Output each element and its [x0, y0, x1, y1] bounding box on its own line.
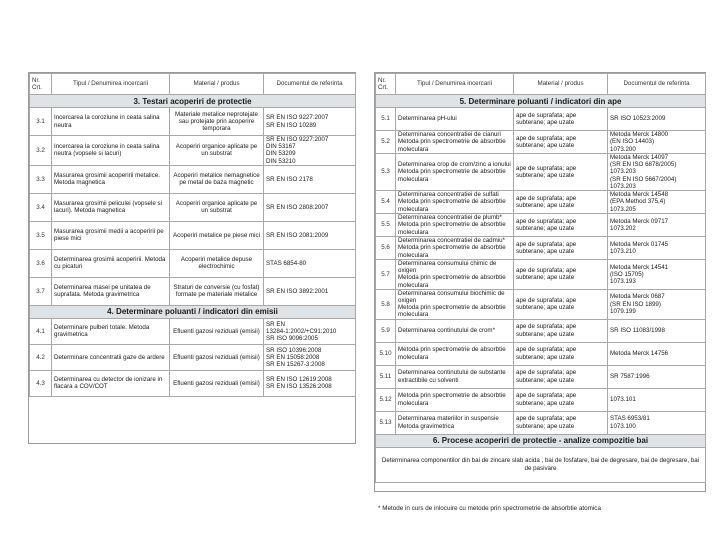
row-number: 5.10	[376, 342, 396, 365]
right-tests-table	[375, 73, 706, 483]
left-header-row	[30, 74, 356, 95]
test-name: Determinarea concentratiei de sulfati Metoda prin spectrometrie de absorbtie moleculara	[396, 191, 514, 214]
section-6-row	[376, 447, 706, 482]
header-nr: Nr. Crt.	[376, 74, 396, 95]
test-name: Determinarea concentratiei de cianuri Metoda prin spectrometrie de absorbtie moleculara	[396, 131, 514, 154]
material-product: Acoperiri organice aplicate pe un substrat	[170, 136, 264, 166]
row-number: 3.4	[30, 193, 52, 221]
row-number: 3.7	[30, 277, 52, 305]
reference-document: Metoda Merck 14756	[608, 342, 706, 365]
test-name: Masurarea grosimii medii a acoperirii pe piese mici	[52, 221, 170, 249]
row-number: 5.13	[376, 411, 396, 434]
section-title: 5. Determinare poluanti / indicatori din ape	[376, 95, 706, 108]
material-product: ape de suprafata; ape subterane; ape uzate	[514, 214, 608, 237]
right-header-row	[376, 74, 706, 95]
test-name: Determinarea grosimii acoperirii. Metoda cu picaturi	[52, 249, 170, 277]
row-number: 4.2	[30, 344, 52, 370]
row-number: 5.6	[376, 237, 396, 260]
header-doc: Documentul de referinta	[264, 74, 356, 95]
reference-document: SR EN ISO 9227:2007 SR EN ISO 10289	[264, 108, 356, 136]
test-name: Incercarea la coroziune in ceata salina neutra (vopsele si lacuri)	[52, 136, 170, 166]
row-number: 5.12	[376, 388, 396, 411]
row-number: 3.3	[30, 165, 52, 193]
table-row	[376, 411, 706, 434]
reference-document: Metoda Merck 14541 (ISO 15705) 1073.193	[608, 260, 706, 290]
test-name: Masurarea grosimii peliculei (vopsele si lacuri). Metoda magnetica	[52, 193, 170, 221]
reference-document: Metoda Merck 14800 (EN ISO 14403) 1073.200	[608, 131, 706, 154]
row-number: 5.3	[376, 154, 396, 191]
reference-document: SR EN ISO 3892:2001	[264, 277, 356, 305]
row-number: 5.5	[376, 214, 396, 237]
material-product: ape de suprafata; ape subterane; ape uzate	[514, 108, 608, 131]
test-name: Metoda prin spectrometrie de absorbtie moleculara	[396, 388, 514, 411]
header-test: Tipul / Denumirea incercarii	[396, 74, 514, 95]
table-row	[30, 221, 356, 249]
material-product: ape de suprafata; ape subterane; ape uzate	[514, 289, 608, 319]
left-table-body	[30, 95, 356, 397]
footnote: * Metode in curs de inlocuire cu metode prin spectrometrie de absorbtie atomica	[378, 505, 601, 512]
header-test: Tipul / Denumirea incercarii	[52, 74, 170, 95]
test-name: Determinare concentratii gaze de ardere	[52, 344, 170, 370]
row-number: 5.7	[376, 260, 396, 290]
table-row	[376, 154, 706, 191]
reference-document: Metoda Merck 01745 1073.210	[608, 237, 706, 260]
reference-document: Metoda Merck 14097 (SR EN ISO 6878/2005) 1073.203 (SR EN ISO 5667/2004) 1073.203	[608, 154, 706, 191]
test-name: Determinarea materiilor in suspensie Metoda gravimetrica	[396, 411, 514, 434]
row-number: 5.1	[376, 108, 396, 131]
material-product: Efluenti gazosi reziduali (emisii)	[170, 318, 264, 344]
material-product: ape de suprafata; ape subterane; ape uzate	[514, 411, 608, 434]
reference-document: SR EN 13284-1:2002/+C91:2010 SR ISO 9096:2005	[264, 318, 356, 344]
row-number: 5.4	[376, 191, 396, 214]
reference-document: 1073.101	[608, 388, 706, 411]
table-row	[30, 344, 356, 370]
table-row	[376, 365, 706, 388]
row-number: 5.11	[376, 365, 396, 388]
reference-document: SR ISO 11083/1998	[608, 319, 706, 342]
table-row	[376, 388, 706, 411]
reference-document: SR EN ISO 9227:2007 DIN 53167 DIN 53209 DIN 53210	[264, 136, 356, 166]
test-name: Metoda prin spectrometrie de absorbtie moleculara	[396, 342, 514, 365]
table-row	[30, 193, 356, 221]
reference-document: SR EN ISO 2081:2009	[264, 221, 356, 249]
right-table-body	[376, 108, 706, 435]
header-doc: Documentul de referinta	[608, 74, 706, 95]
section-6-header	[376, 434, 706, 447]
test-name: Determinarea crop de crom/zinc a ionului Metoda prin spectrometrie de absorbtie moleculara	[396, 154, 514, 191]
reference-document: SR ISO 10523:2009	[608, 108, 706, 131]
table-row	[376, 260, 706, 290]
table-row	[376, 342, 706, 365]
table-row	[30, 370, 356, 396]
material-product: ape de suprafata; ape subterane; ape uzate	[514, 131, 608, 154]
material-product: Materiale metalice neprotejate sau protejate prin acoperire temporara	[170, 108, 264, 136]
test-name: Determinarea cu detector de ionizare in flacara a COV/COT	[52, 370, 170, 396]
material-product: Acoperiri metalice depuse electrochimic	[170, 249, 264, 277]
test-name: Determinarea masei pe unitatea de suprafata. Metoda gravimetrica	[52, 277, 170, 305]
table-row	[30, 249, 356, 277]
material-product: ape de suprafata; ape subterane; ape uzate	[514, 191, 608, 214]
section-title: 6. Procese acoperiri de protectie - analize compozitie bai	[376, 434, 706, 447]
section-title: 3. Testari acoperiri de protectie	[30, 95, 356, 108]
table-row	[376, 131, 706, 154]
test-name: Determinarea pH-ului	[396, 108, 514, 131]
table-row	[30, 108, 356, 136]
section-header	[30, 95, 356, 108]
material-product: Efluenti gazosi reziduali (emisii)	[170, 344, 264, 370]
reference-document: Metoda Merck 0687 (SR EN ISO 1899) 1079.199	[608, 289, 706, 319]
reference-document: SR EN ISO 2808:2007	[264, 193, 356, 221]
table-row	[376, 319, 706, 342]
row-number: 5.2	[376, 131, 396, 154]
test-name: Determinare pulberi totale. Metoda gravimetrica	[52, 318, 170, 344]
row-number: 3.6	[30, 249, 52, 277]
reference-document: Metoda Merck 09717 1073.202	[608, 214, 706, 237]
row-number: 4.1	[30, 318, 52, 344]
material-product: ape de suprafata; ape subterane; ape uzate	[514, 260, 608, 290]
row-number: 4.3	[30, 370, 52, 396]
table-row	[30, 277, 356, 305]
section-5-header	[376, 95, 706, 108]
table-row	[30, 165, 356, 193]
table-row	[376, 108, 706, 131]
reference-document: STAS 6854-80	[264, 249, 356, 277]
section-title: 4. Determinare poluanti / indicatori din emisii	[30, 305, 356, 318]
table-row	[376, 214, 706, 237]
material-product: Acoperiri metalice pe piese mici	[170, 221, 264, 249]
row-number: 3.1	[30, 108, 52, 136]
reference-document: SR ISO 10396:2008 SR EN 15058:2008 SR EN 15267-3:2008	[264, 344, 356, 370]
material-product: Straturi de conversie (cu fosfat) formate pe materiale metalice	[170, 277, 264, 305]
header-material: Material / produs	[170, 74, 264, 95]
test-name: Masurarea grosimii acoperirii metalice. Metoda magnetica	[52, 165, 170, 193]
reference-document: STAS 6953/81 1073.100	[608, 411, 706, 434]
material-product: ape de suprafata; ape subterane; ape uzate	[514, 365, 608, 388]
material-product: Acoperiri metalice nemagnetice pe metal de baza magnetic	[170, 165, 264, 193]
reference-document: SR EN ISO 12619:2008 SR EN ISO 13526:2008	[264, 370, 356, 396]
header-nr: Nr. Crt.	[30, 74, 52, 95]
left-tests-table	[29, 73, 356, 397]
test-name: Determinarea concentratiei de cadmiu* Metoda prin spectrometrie de absorbtie moleculara	[396, 237, 514, 260]
table-row	[376, 191, 706, 214]
material-product: Acoperiri organice aplicate pe un substrat	[170, 193, 264, 221]
test-name: Determinarea consumului biochimic de oxigen Metoda prin spectrometrie de absorbtie moleculara	[396, 289, 514, 319]
table-row	[30, 136, 356, 166]
test-name: Determinarea continutului de substante extractibile cu solventi	[396, 365, 514, 388]
test-name: Determinarea concentratiei de plumb* Metoda prin spectrometrie de absorbtie moleculara	[396, 214, 514, 237]
table-row	[30, 318, 356, 344]
reference-document: SR 7587:1996	[608, 365, 706, 388]
row-number: 5.8	[376, 289, 396, 319]
header-material: Material / produs	[514, 74, 608, 95]
table-row	[376, 289, 706, 319]
reference-document: SR EN ISO 2178	[264, 165, 356, 193]
row-number: 3.2	[30, 136, 52, 166]
material-product: ape de suprafata; ape subterane; ape uzate	[514, 388, 608, 411]
test-name: Determinarea consumului chimic de oxigen Metoda prin spectrometrie de absorbtie moleculara	[396, 260, 514, 290]
test-name: Determinarea continutului de crom*	[396, 319, 514, 342]
material-product: ape de suprafata; ape subterane; ape uzate	[514, 154, 608, 191]
section-6-text: Determinarea componentilor din bai de zincare slab acida , bai de fosfatare, bai de degresare, bai de degresare, bai de pasivare	[376, 447, 706, 482]
row-number: 5.9	[376, 319, 396, 342]
right-table-panel	[374, 72, 706, 492]
material-product: ape de suprafata; ape subterane; ape uzate	[514, 319, 608, 342]
left-table-panel	[28, 72, 356, 444]
test-name: Incercarea la coroziune in ceata salina neutra	[52, 108, 170, 136]
reference-document: Metoda Merck 14548 (EPA Method 375,4) 1073.205	[608, 191, 706, 214]
row-number: 3.5	[30, 221, 52, 249]
material-product: ape de suprafata; ape subterane; ape uzate	[514, 237, 608, 260]
section-header	[30, 305, 356, 318]
material-product: Efluenti gazosi reziduali (emisii)	[170, 370, 264, 396]
table-row	[376, 237, 706, 260]
material-product: ape de suprafata; ape subterane; ape uzate	[514, 342, 608, 365]
